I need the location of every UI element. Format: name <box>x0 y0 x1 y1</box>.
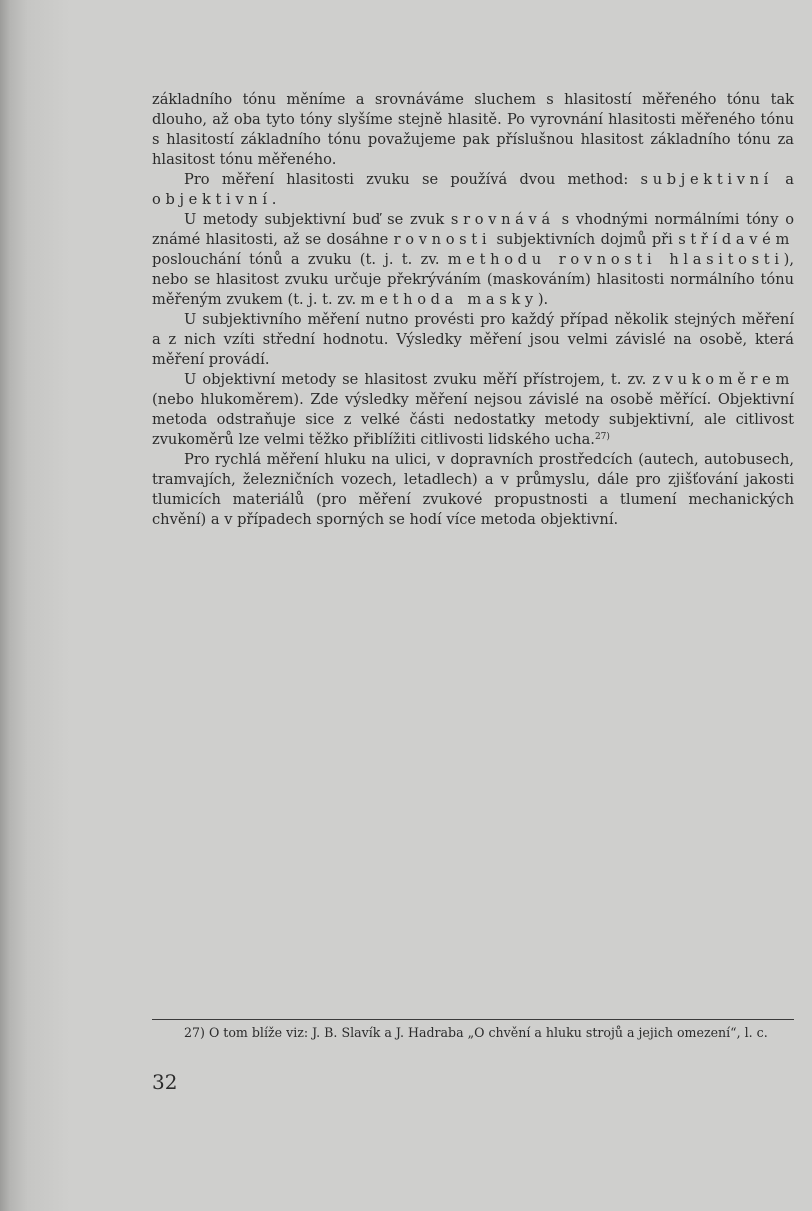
paragraph-3-text-1: U metody subjektivní buď se zvuk <box>184 211 451 228</box>
paragraph-2-text-2: a <box>773 171 794 188</box>
spaced-term-methodu-rovnosti: methodu rovnosti hlasitosti <box>447 251 784 268</box>
paragraph-3-text-6: ). <box>537 291 549 308</box>
paragraph-2-text-3: . <box>271 191 277 208</box>
footnote-reference: 27) <box>594 432 610 442</box>
footnote-mark: 27) <box>184 1025 205 1040</box>
paragraph-4: U subjektivního měření nutno provésti pro každý případ několik stejných měření a z nich vzíti střední hodnotu. Výsledky měření jsou velmi závislé na osobě, která měření provádí. <box>152 311 794 368</box>
spaced-term-objektivni: objektivní <box>152 191 272 208</box>
paragraph-1: základního tónu měníme a srovnáváme sluchem s hlasitostí měřeného tónu tak dlouho, až oba tyto tóny slyšíme stejně hlasitě. Po vyrovnání hlasitosti měřeného tónu s hlasitostí základního tónu považujeme pak příslušnou hlasitost základního tónu za hlasitost tónu měřeného. <box>152 91 794 168</box>
paragraph-3-text-5: ), nebo se hlasitost zvuku určuje překrýváním (maskováním) hlasitosti normálního tónu měřeným zvukem (t. j. t. zv. <box>152 251 794 308</box>
paragraph-2-text-1: Pro měření hlasitosti zvuku se používá dvou method: <box>184 171 641 188</box>
body-text <box>152 90 794 530</box>
footnote <box>152 1024 794 1041</box>
paragraph-6: Pro rychlá měření hluku na ulici, v dopravních prostředcích (autech, autobusech, tramvajích, železničních vozech, letadlech) a v průmyslu, dále pro zjišťování jakosti tlumicích materiálů (pro měření zvukové propustnosti a tlumení mechanických chvění) a v případech sporných se hodí více metoda objektivní. <box>152 451 794 528</box>
footnote-divider <box>152 1019 794 1020</box>
spaced-term-stridavem: střídavém <box>678 231 794 248</box>
paragraph-3-text-3: subjektivních dojmů při <box>491 231 679 248</box>
spaced-term-srovnava: srovnává <box>450 211 555 228</box>
binding-shadow <box>0 0 70 1211</box>
paragraph-3 <box>152 210 794 310</box>
spaced-term-rovnosti: rovnosti <box>393 231 492 248</box>
page-number: 32 <box>152 1070 178 1094</box>
paragraph-5-text-1: U objektivní metody se hlasitost zvuku měří přístrojem, t. zv. <box>184 371 653 388</box>
spaced-term-methoda-masky: methoda masky <box>360 291 538 308</box>
paragraph-5-text-2: (nebo hlukoměrem). Zde výsledky měření nejsou závislé na osobě měřící. Objektivní metoda odstraňuje sice z velké části nedostatky metody subjektivní, ale citlivost zvukoměrů lze velmi těžko přiblížiti citlivosti lidského ucha. <box>152 391 794 448</box>
paragraph-3-text-2: s vhodnými normálními tóny o známé hlasitosti, až se dosáhne <box>152 211 794 248</box>
paragraph-2 <box>152 170 794 210</box>
paragraph-5 <box>152 370 794 450</box>
paragraph-3-text-4: poslouchání tónů a zvuku (t. j. t. zv. <box>152 251 448 268</box>
spaced-term-subjektivni: subjektivní <box>640 171 774 188</box>
spaced-term-zvukomerem: zvukoměrem <box>652 371 794 388</box>
footnote-text: O tom blíže viz: J. B. Slavík a J. Hadraba „O chvění a hluku strojů a jejich omezení“, l. c. <box>204 1025 768 1040</box>
